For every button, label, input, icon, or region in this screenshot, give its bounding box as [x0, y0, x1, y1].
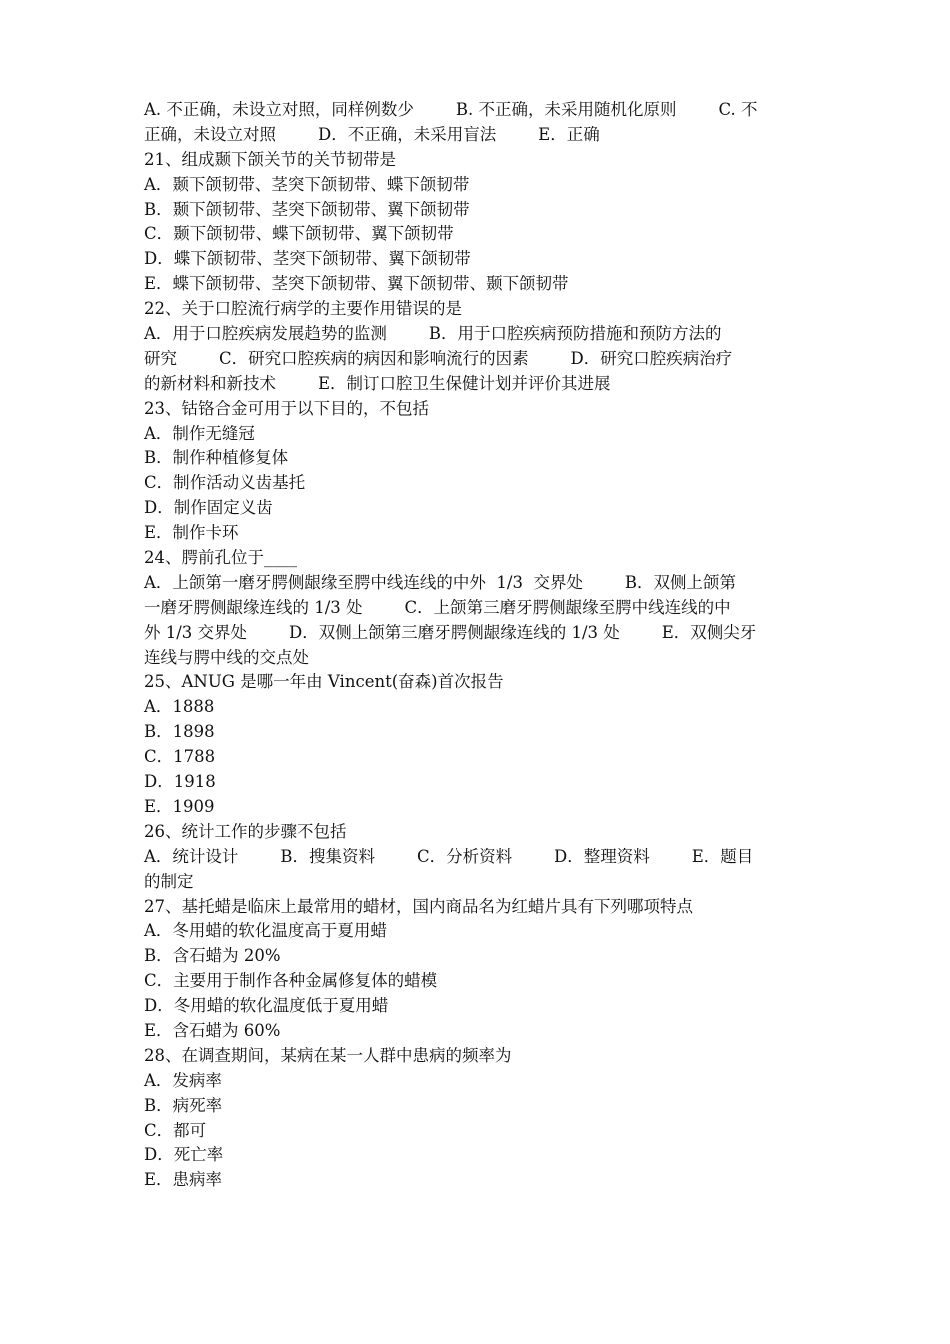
- option-b: B．病死率: [144, 1095, 223, 1115]
- question-24: 24、腭前孔位于____: [144, 548, 297, 568]
- options-line: A．统计设计 B．搜集资料 C．分析资料 D．整理资料 E．题目: [144, 846, 754, 866]
- option-d: D．蝶下颌韧带、茎突下颌韧带、翼下颌韧带: [144, 249, 471, 269]
- option-b: B．制作种植修复体: [144, 448, 289, 468]
- question-25: 25、ANUG 是哪一年由 Vincent(奋森)首次报告: [144, 672, 504, 692]
- option-d: D．死亡率: [144, 1145, 224, 1165]
- option-a: A．制作无缝冠: [144, 423, 255, 443]
- options-line: 一磨牙腭侧龈缘连线的 1/3 处 C．上颌第三磨牙腭侧龈缘至腭中线连线的中: [144, 597, 731, 617]
- option-d: D．1918: [144, 772, 216, 792]
- question-26: 26、统计工作的步骤不包括: [144, 821, 347, 841]
- options-line: A．用于口腔疾病发展趋势的监测 B．用于口腔疾病预防措施和预防方法的: [144, 324, 722, 344]
- option-e: E．患病率: [144, 1170, 223, 1190]
- option-d: D．冬用蜡的软化温度低于夏用蜡: [144, 996, 389, 1016]
- question-27: 27、基托蜡是临床上最常用的蜡材，国内商品名为红蜡片具有下列哪项特点: [144, 896, 693, 916]
- options-line: A．上颌第一磨牙腭侧龈缘至腭中线连线的中外 1/3 交界处 B．双侧上颌第: [144, 572, 737, 592]
- option-c: C．都可: [144, 1120, 207, 1140]
- option-e: E．制作卡环: [144, 523, 239, 543]
- option-c: C．主要用于制作各种金属修复体的蜡模: [144, 971, 438, 991]
- option-e: E．蝶下颌韧带、茎突下颌韧带、翼下颌韧带、颞下颌韧带: [144, 274, 569, 294]
- option-b: B．1898: [144, 722, 215, 742]
- option-c: C．1788: [144, 747, 216, 767]
- options-line: 外 1/3 交界处 D．双侧上颌第三磨牙腭侧龈缘连线的 1/3 处 E．双侧尖牙: [144, 622, 757, 642]
- option-d: D．制作固定义齿: [144, 498, 273, 518]
- option-e: E．1909: [144, 796, 215, 816]
- option-a: A．颞下颌韧带、茎突下颌韧带、蝶下颌韧带: [144, 174, 470, 194]
- option-b: B．含石蜡为 20%: [144, 946, 281, 966]
- question-28: 28、在调查期间，某病在某一人群中患病的频率为: [144, 1045, 512, 1065]
- option-a: A．冬用蜡的软化温度高于夏用蜡: [144, 921, 387, 941]
- option-a: A．发病率: [144, 1070, 222, 1090]
- options-line: 研究 C．研究口腔疾病的病因和影响流行的因素 D．研究口腔疾病治疗: [144, 348, 733, 368]
- option-c: C．颞下颌韧带、蝶下颌韧带、翼下颌韧带: [144, 224, 454, 244]
- question-21: 21、组成颞下颌关节的关节韧带是: [144, 149, 396, 169]
- answer-option-line: A. 不正确，未设立对照，同样例数少 B. 不正确，未采用随机化原则 C. 不: [144, 100, 758, 119]
- document-page: [144, 98, 808, 1193]
- question-22: 22、关于口腔流行病学的主要作用错误的是: [144, 299, 462, 319]
- options-line: 的新材料和新技术 E．制订口腔卫生保健计划并评价其进展: [144, 373, 611, 393]
- option-e: E．含石蜡为 60%: [144, 1020, 281, 1040]
- question-23: 23、钴铬合金可用于以下目的，不包括: [144, 398, 429, 418]
- answer-option-line: 正确，未设立对照 D．不正确，未采用盲法 E．正确: [144, 124, 600, 144]
- options-line: 的制定: [144, 871, 194, 891]
- option-b: B．颞下颌韧带、茎突下颌韧带、翼下颌韧带: [144, 199, 470, 219]
- option-a: A．1888: [144, 697, 215, 717]
- options-line: 连线与腭中线的交点处: [144, 647, 309, 667]
- option-c: C．制作活动义齿基托: [144, 473, 306, 493]
